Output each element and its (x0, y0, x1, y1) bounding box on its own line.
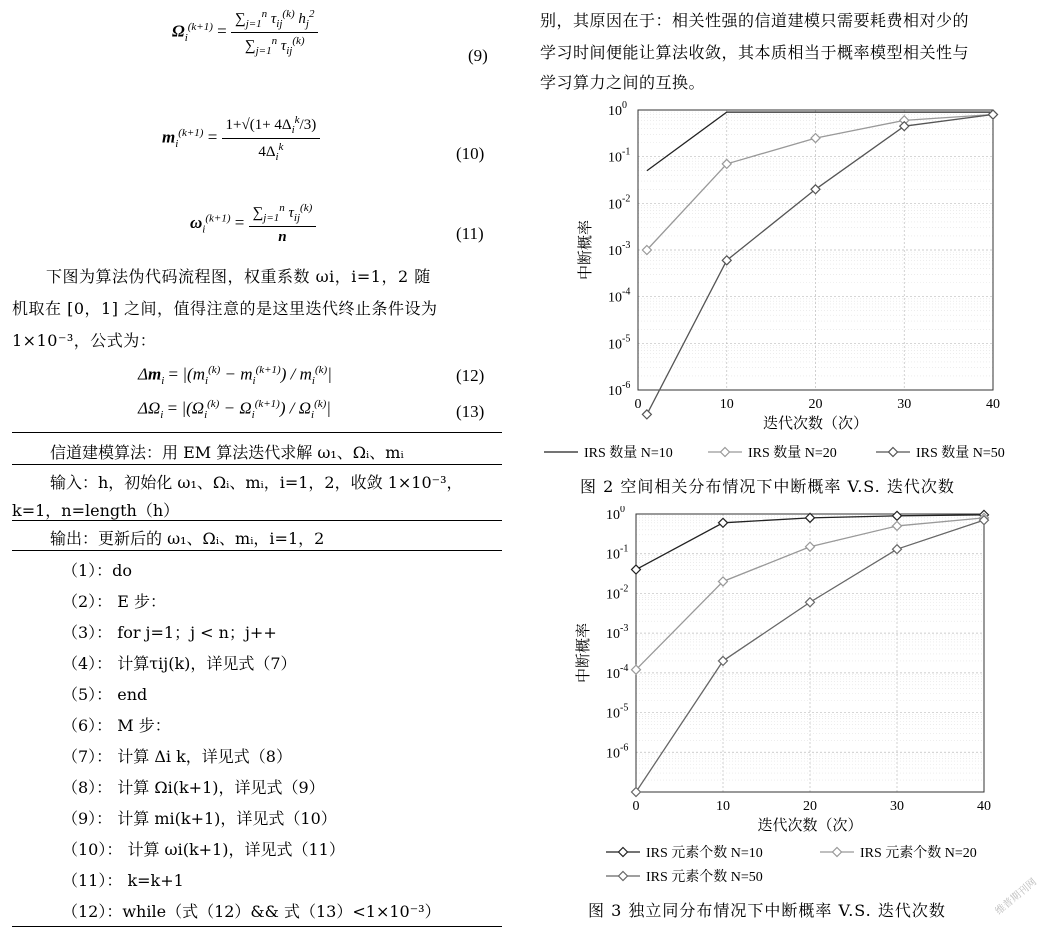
algorithm-step: （4）： 计算τij(k)，详见式（7） (62, 654, 297, 673)
algorithm-step: （8）： 计算 Ωi(k+1)，详见式（9） (62, 778, 325, 797)
data-point (893, 545, 902, 554)
equation-11: $\omega_i^{(k+1)}$ = $\frac{\sum_{j=1}^n \tau_{ij}^{(k)}}{n}$ (190, 202, 316, 246)
y-tick-label: $10^0$ (608, 100, 627, 119)
y-axis-label: 中断概率 (578, 219, 594, 281)
paragraph-line-2: 机取在 [0，1] 之间，值得注意的是这里迭代终止条件设为 (12, 299, 438, 318)
y-axis-label: 中断概率 (576, 622, 592, 684)
y-tick-label: $10^{-3}$ (606, 623, 629, 643)
y-tick-label: $10^{-6}$ (606, 742, 629, 762)
algorithm-step: （2）： E 步： (62, 592, 167, 611)
equation-13: $\Delta\Omega_i = |(\Omega_i^{(k)} - \Omega_i^{(k+1)}) / \Omega_i^{(k)}|$ (138, 398, 331, 422)
equation-number-10: (10) (456, 144, 485, 163)
x-axis-label: 迭代次数（次） (757, 818, 863, 834)
data-point (806, 513, 815, 522)
legend-label: IRS 数量 N=20 (748, 446, 837, 461)
x-tick-label: 20 (803, 799, 817, 814)
x-tick-label: 40 (977, 799, 991, 814)
data-point (893, 511, 902, 520)
equation-number-11: (11) (456, 224, 484, 243)
algorithm-output-rule (12, 550, 502, 551)
algorithm-step: （12）：while（式（12）&& 式（13）<1×10⁻³） (62, 902, 441, 921)
equation-9: $\Omega_i^{(k+1)}$ = $\frac{\sum_{j=1}^n \tau_{ij}^{(k)} h_j^2}{\sum_{j=1}^n \tau_{ij}^{(k)}}$ (172, 8, 318, 57)
paragraph-line-3: 1×10⁻³，公式为： (12, 331, 157, 350)
y-tick-label: $10^{-5}$ (608, 333, 631, 353)
data-point (632, 565, 641, 574)
data-point (719, 656, 728, 665)
x-tick-label: 30 (890, 799, 904, 814)
equation-12: $\Delta m_i = |(m_i^{(k)} - m_i^{(k+1)}) / m_i^{(k)}|$ (138, 364, 332, 388)
algorithm-output: 输出：更新后的 ω₁、Ωᵢ、mᵢ，i=1，2 (50, 529, 325, 548)
figure-2-chart (570, 100, 1020, 440)
y-tick-label: $10^{-1}$ (608, 146, 631, 166)
y-tick-label: $10^0$ (606, 506, 625, 523)
algorithm-bottom-rule (12, 926, 502, 927)
algorithm-title: 信道建模算法：用 EM 算法迭代求解 ω₁、Ωᵢ、mᵢ (50, 443, 404, 462)
algorithm-input-line-1: 输入：h，初始化 ω₁、Ωᵢ、mᵢ，i=1，2，收敛 1×10⁻³， (50, 473, 463, 492)
legend-label: IRS 元素个数 N=10 (646, 846, 763, 861)
algorithm-step: （6）： M 步： (62, 716, 171, 735)
y-tick-label: $10^{-2}$ (608, 193, 631, 213)
algorithm-step: （11）： k=k+1 (62, 871, 184, 890)
legend-label: IRS 元素个数 N=20 (860, 846, 977, 861)
equation-number-9: (9) (468, 46, 488, 65)
right-paragraph-line-1: 别，其原因在于：相关性强的信道建模只需要耗费相对少的 (540, 11, 970, 30)
series-line (647, 115, 993, 250)
y-tick-label: $10^{-3}$ (608, 240, 631, 259)
equation-number-12: (12) (456, 366, 485, 385)
algorithm-step: （7）： 计算 Δi k，详见式（8） (62, 747, 292, 766)
algorithm-input-line-2: k=1，n=length（h） (12, 501, 180, 520)
algorithm-input-rule (12, 520, 502, 521)
series-line (647, 115, 993, 415)
y-tick-label: $10^{-4}$ (606, 662, 629, 682)
y-tick-label: $10^{-1}$ (606, 543, 629, 563)
figure-3-legend (600, 840, 1020, 890)
algorithm-step: （3）： for j=1；j < n；j++ (62, 623, 277, 642)
legend-marker (619, 848, 628, 857)
x-tick-label: 30 (897, 397, 912, 412)
figure-3-caption: 图 3 独立同分布情况下中断概率 V.S. 迭代次数 (588, 901, 946, 920)
x-tick-label: 40 (986, 397, 1000, 412)
y-tick-label: $10^{-6}$ (608, 380, 631, 399)
paragraph-line-1: 下图为算法伪代码流程图，权重系数 ωi，i=1，2 随 (46, 267, 431, 286)
data-point (632, 788, 641, 797)
x-tick-label: 10 (716, 799, 730, 814)
x-tick-label: 10 (719, 397, 734, 412)
legend-marker (721, 448, 730, 457)
algorithm-step: （9）： 计算 mi(k+1)，详见式（10） (62, 809, 337, 828)
y-tick-label: $10^{-5}$ (606, 702, 629, 722)
algorithm-top-rule (12, 432, 502, 433)
y-tick-label: $10^{-4}$ (608, 286, 631, 306)
algorithm-step: （1）：do (62, 561, 133, 580)
data-point (989, 110, 998, 119)
data-point (900, 122, 909, 131)
equation-10: $m_i^{(k+1)}$ = $\frac{1+√(1+ 4\Delta_i^k/3)}{4\Delta_i^k}$ (162, 114, 320, 163)
data-point (811, 134, 820, 143)
data-point (806, 542, 815, 551)
legend-marker (833, 848, 842, 857)
y-tick-label: $10^{-2}$ (606, 583, 629, 603)
x-tick-label: 0 (632, 799, 640, 814)
figure-2-legend (540, 440, 1040, 464)
legend-label: IRS 数量 N=10 (584, 446, 673, 461)
figure-3-chart (570, 506, 1010, 836)
algorithm-title-rule (12, 464, 502, 465)
x-tick-label: 20 (808, 397, 823, 412)
figure-2-caption: 图 2 空间相关分布情况下中断概率 V.S. 迭代次数 (580, 477, 955, 496)
x-tick-label: 0 (634, 397, 642, 412)
legend-marker (889, 448, 898, 457)
equation-number-13: (13) (456, 402, 485, 421)
algorithm-step: （5）： end (62, 685, 148, 704)
legend-label: IRS 数量 N=50 (916, 446, 1005, 461)
data-point (642, 410, 651, 419)
algorithm-step: （10）： 计算 ωi(k+1)，详见式（11） (62, 840, 345, 859)
legend-marker (619, 872, 628, 881)
x-axis-label: 迭代次数（次） (762, 416, 869, 432)
watermark: 维普期刊网 (993, 876, 1039, 918)
legend-label: IRS 元素个数 N=50 (646, 870, 763, 885)
right-paragraph-line-2: 学习时间便能让算法收敛，其本质相当于概率模型相关性与 (540, 43, 970, 62)
right-paragraph-line-3: 学习算力之间的互换。 (540, 73, 706, 92)
